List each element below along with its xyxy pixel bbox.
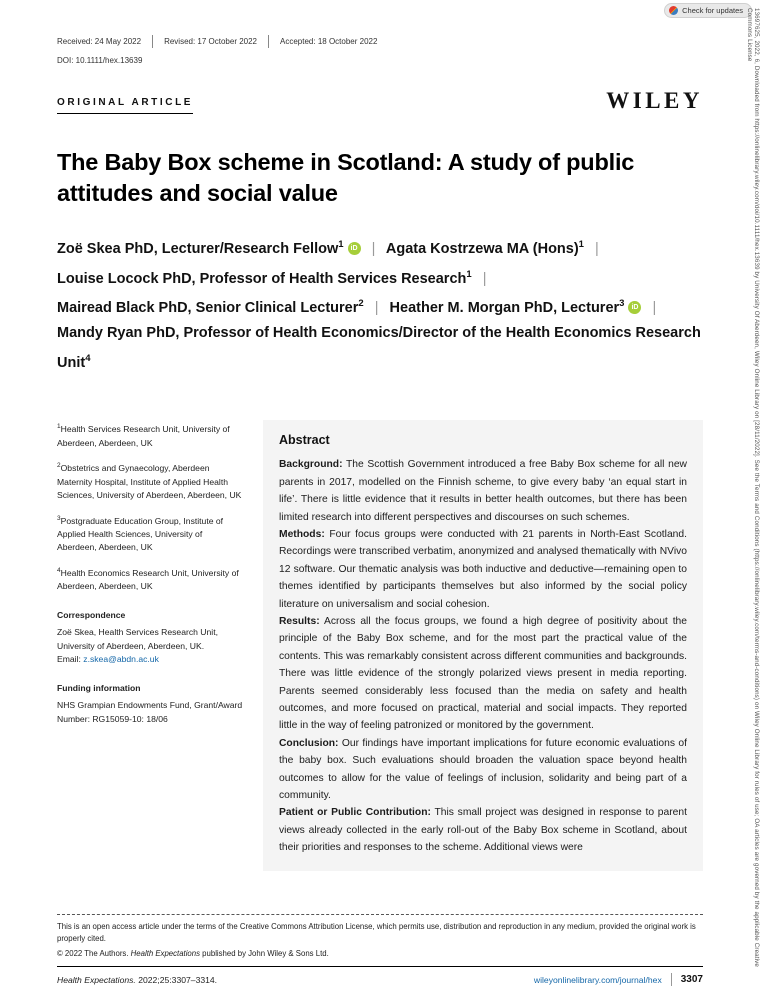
footer-divider: [671, 973, 672, 986]
email-label: Email:: [57, 654, 84, 665]
affiliation: [57, 459, 243, 502]
author-name: [386, 241, 584, 257]
license-text: This is an open access article under the terms of the Creative Commons Attribution License, which permits use, distribution and reproduction in any medium, provided the original work is properly cited.: [57, 914, 703, 945]
author-text: Zoë Skea PhD, Lecturer/Research Fellow: [57, 240, 339, 257]
affiliation: [57, 512, 243, 555]
affiliation-text: Health Services Research Unit, University of Aberdeen, Aberdeen, UK: [57, 424, 230, 448]
abstract-section-text: This small project was designed in response to parent views already collected in the early roll-out of the Baby Box scheme in Scotland, about their priorities and responses to the scheme. Additional views were: [279, 807, 688, 854]
author-line: [57, 292, 703, 322]
abstract-section-label: Results:: [279, 615, 320, 627]
download-provenance-sidebar: 13697625, 2022, 6, Downloaded from https://onlinelibrary.wiley.com/doi/10.1111/hex.13639 by University Of Aberdeen, Wiley Online Library on [28/11/2022]. See the Terms and Conditions (https://onlinelibrary.wiley.com/terms-and-conditions) on Wiley Online Library for rules of use; OA articles are governed by the applicable Creative Commons License: [746, 8, 760, 967]
copyright-suffix: published by John Wiley & Sons Ltd.: [200, 949, 329, 958]
abstract-section: [279, 804, 687, 856]
author-text: Heather M. Morgan PhD, Lecturer: [389, 300, 620, 317]
article-title: The Baby Box scheme in Scotland: A study of public attitudes and social value: [57, 149, 635, 206]
affiliation-text: Obstetrics and Gynaecology, Aberdeen Maternity Hospital, Institute of Applied Health Sciences, University of Aberdeen, Aberdeen, UK: [57, 463, 242, 501]
affiliation-sup: 1: [57, 423, 61, 431]
article-type-label: ORIGINAL ARTICLE: [57, 97, 193, 114]
abstract-section-text: Our findings have important implications for future economic evaluations of the baby box. Such evaluations should broaden the valuation space beyond health outcomes to allow for the value of feelings of inclusion, solidarity and being part of a community.: [279, 737, 687, 802]
citation-rest: 2022;25:3307–3314.: [135, 974, 218, 985]
revised-date: Revised: 17 October 2022: [164, 37, 258, 46]
affiliation-sup: 4: [57, 566, 61, 574]
author-list: [57, 232, 703, 376]
abstract-heading: Abstract: [279, 433, 330, 448]
author-separator: |: [374, 300, 379, 317]
abstract-section-label: Methods:: [279, 528, 325, 540]
type-row: [57, 88, 703, 114]
author-text: Mandy Ryan PhD, Professor of Health Economics/Director of the Health Economics Research Unit: [57, 325, 701, 372]
crossmark-icon: [669, 6, 678, 15]
journal-citation: [57, 975, 217, 985]
affiliation-text: Health Economics Research Unit, University of Aberdeen, Aberdeen, UK: [57, 567, 239, 592]
accepted-date: Accepted: 18 October 2022: [280, 37, 378, 46]
check-for-updates-badge[interactable]: [664, 3, 752, 18]
author-separator: |: [482, 270, 487, 287]
abstract-section-text: Four focus groups were conducted with 21 parents in North-East Scotland. Recordings were transcribed verbatim, anonymized and analysed thematically with NVivo 12 software. Our thematic analysis was both inductive and deductive—remaining open to themes identified by participants themselves but also informed by the social policy literature on universalism and social cohesion.: [279, 528, 687, 610]
author-text: Louise Locock PhD, Professor of Health Services Research: [57, 270, 467, 287]
author-line: [57, 321, 703, 376]
author-line: [57, 232, 703, 262]
author-affiliation-sup: 2: [358, 298, 364, 310]
funding-heading: Funding information: [57, 682, 141, 693]
two-column-layout: [57, 420, 703, 870]
author-separator: |: [371, 240, 376, 257]
abstract-section: [279, 735, 687, 805]
page-number: 3307: [680, 974, 703, 985]
date-divider: [268, 35, 269, 48]
abstract-section-text: Across all the focus groups, we found a high degree of positivity about the principle of the Baby Box scheme, and for the most part the practical value of the contents. This was remarkably consistent across different communities and backgrounds. There was little evidence of the strongly polarized views present in media reporting. Parents seemed considerably less focused than the media on safety and health outcomes, and more focused on practical, material and social impacts. They reported little in the way of feeling patronized or monitored by the government.: [279, 615, 688, 732]
correspondence-text: [57, 626, 243, 667]
correspondence-body: Zoë Skea, Health Services Research Unit, University of Aberdeen, Aberdeen, UK.: [57, 627, 218, 651]
author-text: Agata Kostrzewa MA (Hons): [385, 240, 579, 257]
abstract-section: [279, 456, 687, 526]
affiliation-sup: 3: [57, 514, 61, 522]
check-for-updates-label: Check for updates: [682, 6, 743, 15]
orcid-icon[interactable]: iD: [628, 301, 641, 314]
abstract-section: [279, 613, 687, 735]
received-date: Received: 24 May 2022: [57, 37, 142, 46]
citation-journal: Health Expectations.: [57, 974, 136, 985]
author-name: [57, 325, 701, 371]
abstract-section-label: Patient or Public Contribution:: [279, 807, 431, 819]
author-name: [57, 241, 361, 257]
author-affiliation-sup: 3: [619, 298, 625, 310]
footer-right: [534, 973, 703, 986]
date-divider: [152, 35, 153, 48]
page-content: [0, 35, 761, 871]
author-separator: |: [652, 300, 657, 317]
author-name: [57, 268, 472, 287]
author-affiliation-sup: 1: [466, 268, 472, 280]
author-affiliation-sup: 4: [85, 353, 91, 365]
wiley-logo: WILEY: [606, 88, 703, 113]
affiliation: [57, 564, 243, 594]
doi: DOI: 10.1111/hex.13639: [57, 56, 143, 65]
left-sidebar: [57, 420, 243, 870]
journal-link[interactable]: wileyonlinelibrary.com/journal/hex: [533, 974, 662, 985]
funding-text: NHS Grampian Endowments Fund, Grant/Award Number: RG15059-10: 18/06: [57, 700, 243, 724]
author-text: Mairead Black PhD, Senior Clinical Lecturer: [57, 300, 359, 317]
author-name: [390, 300, 642, 316]
email-link[interactable]: z.skea@abdn.ac.uk: [83, 654, 159, 665]
affiliation: [57, 420, 243, 450]
dates-row: [57, 35, 703, 48]
author-line: [57, 262, 703, 292]
abstract-section-label: Conclusion:: [279, 737, 339, 749]
affiliation-text: Postgraduate Education Group, Institute of Applied Health Sciences, University of Aberdeen, Aberdeen, UK: [57, 515, 224, 553]
abstract-section: [279, 526, 687, 613]
author-affiliation-sup: 1: [578, 239, 584, 250]
author-name: [57, 300, 364, 316]
correspondence-heading: Correspondence: [57, 609, 126, 620]
abstract-section-text: The Scottish Government introduced a free Baby Box scheme for all new parents in 2017, modelled on the Finnish scheme, to give every baby ‘an equal start in life’. There is little evidence that it results in better health outcomes, but there has been limited research into different perspectives and discourses on such schemes.: [279, 459, 687, 523]
footer-bar: [57, 966, 703, 986]
page-footer: [57, 914, 703, 986]
affiliation-sup: 2: [57, 462, 61, 470]
orcid-icon[interactable]: iD: [348, 242, 361, 255]
author-separator: |: [595, 240, 599, 257]
abstract-section-label: Background:: [279, 459, 343, 471]
copyright-prefix: © 2022 The Authors.: [57, 949, 131, 958]
copyright-line: [57, 949, 703, 958]
author-affiliation-sup: 1: [338, 239, 344, 250]
abstract-panel: [263, 420, 703, 870]
copyright-journal: Health Expectations: [130, 949, 201, 958]
